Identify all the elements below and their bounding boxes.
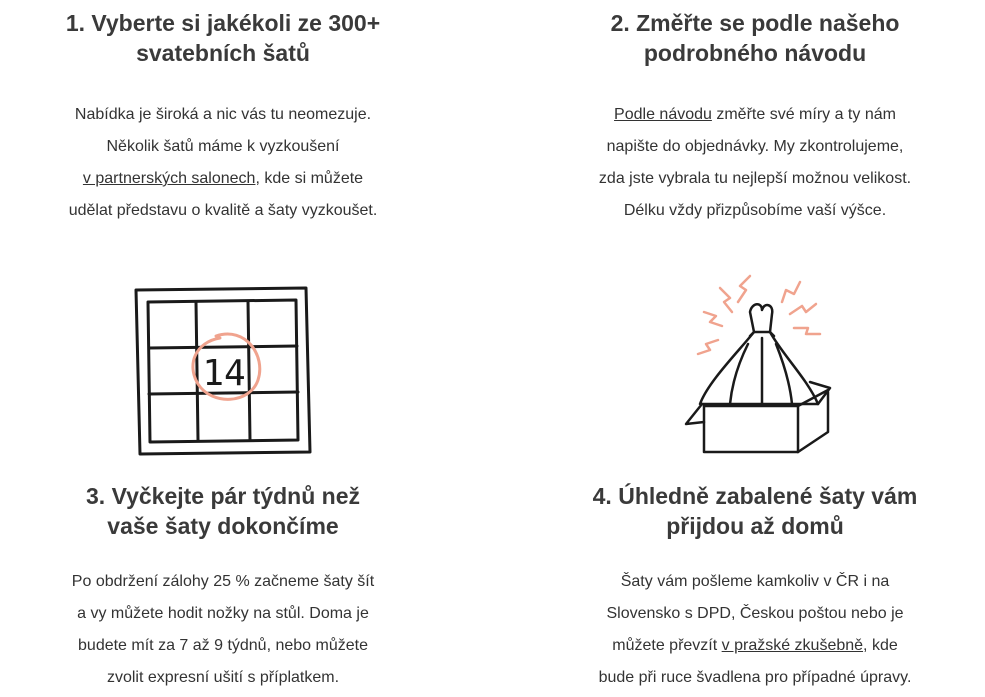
step-4-description: Šaty vám pošleme kamkoliv v ČR i na Slovensko s DPD, Českou poštou nebo je můžete převzít v pražské zkušebně, kde bude při ruce švadlena pro případné úpravy.	[598, 573, 912, 686]
step-3	[3, 481, 443, 694]
dress-box-icon	[678, 272, 838, 462]
step-4	[535, 481, 975, 694]
calendar-day: 14	[202, 353, 246, 394]
step-2	[535, 8, 975, 227]
step-1	[3, 8, 443, 227]
step-1-description: Nabídka je široká a nic vás tu neomezuje. Několik šatů máme k vyzkoušení v partnerských salonech, kde si můžete udělat představu o kvalitě a šaty vyzkoušet.	[68, 106, 378, 219]
step-3-description: Po obdržení zálohy 25 % začneme šaty šít a vy můžete hodit nožky na stůl. Doma je budete mít za 7 až 9 týdnů, nebo můžete zvolit expresní ušití s příplatkem.	[71, 573, 375, 686]
step-3-title: 3. Vyčkejte pár týdnů než vaše šaty dokončíme	[86, 483, 360, 539]
partner-salons-link[interactable]: v partnerských salonech	[82, 170, 256, 187]
step-2-title: 2. Změřte se podle našeho podrobného návodu	[610, 10, 900, 66]
step-2-description: Podle návodu změřte své míry a ty nám napište do objednávky. My zkontrolujeme, zda jste vybrala tu nejlepší možnou velikost. Délku vždy přizpůsobíme vaší výšce.	[598, 106, 912, 219]
measurement-guide-link[interactable]: Podle návodu	[614, 106, 712, 123]
calendar-icon	[126, 276, 326, 461]
step-4-title: 4. Úhledně zabalené šaty vám přijdou až domů	[592, 483, 918, 539]
prague-showroom-link[interactable]: v pražské zkušebně	[721, 637, 864, 654]
step-1-title: 1. Vyberte si jakékoli ze 300+ svatebních šatů	[65, 10, 381, 66]
